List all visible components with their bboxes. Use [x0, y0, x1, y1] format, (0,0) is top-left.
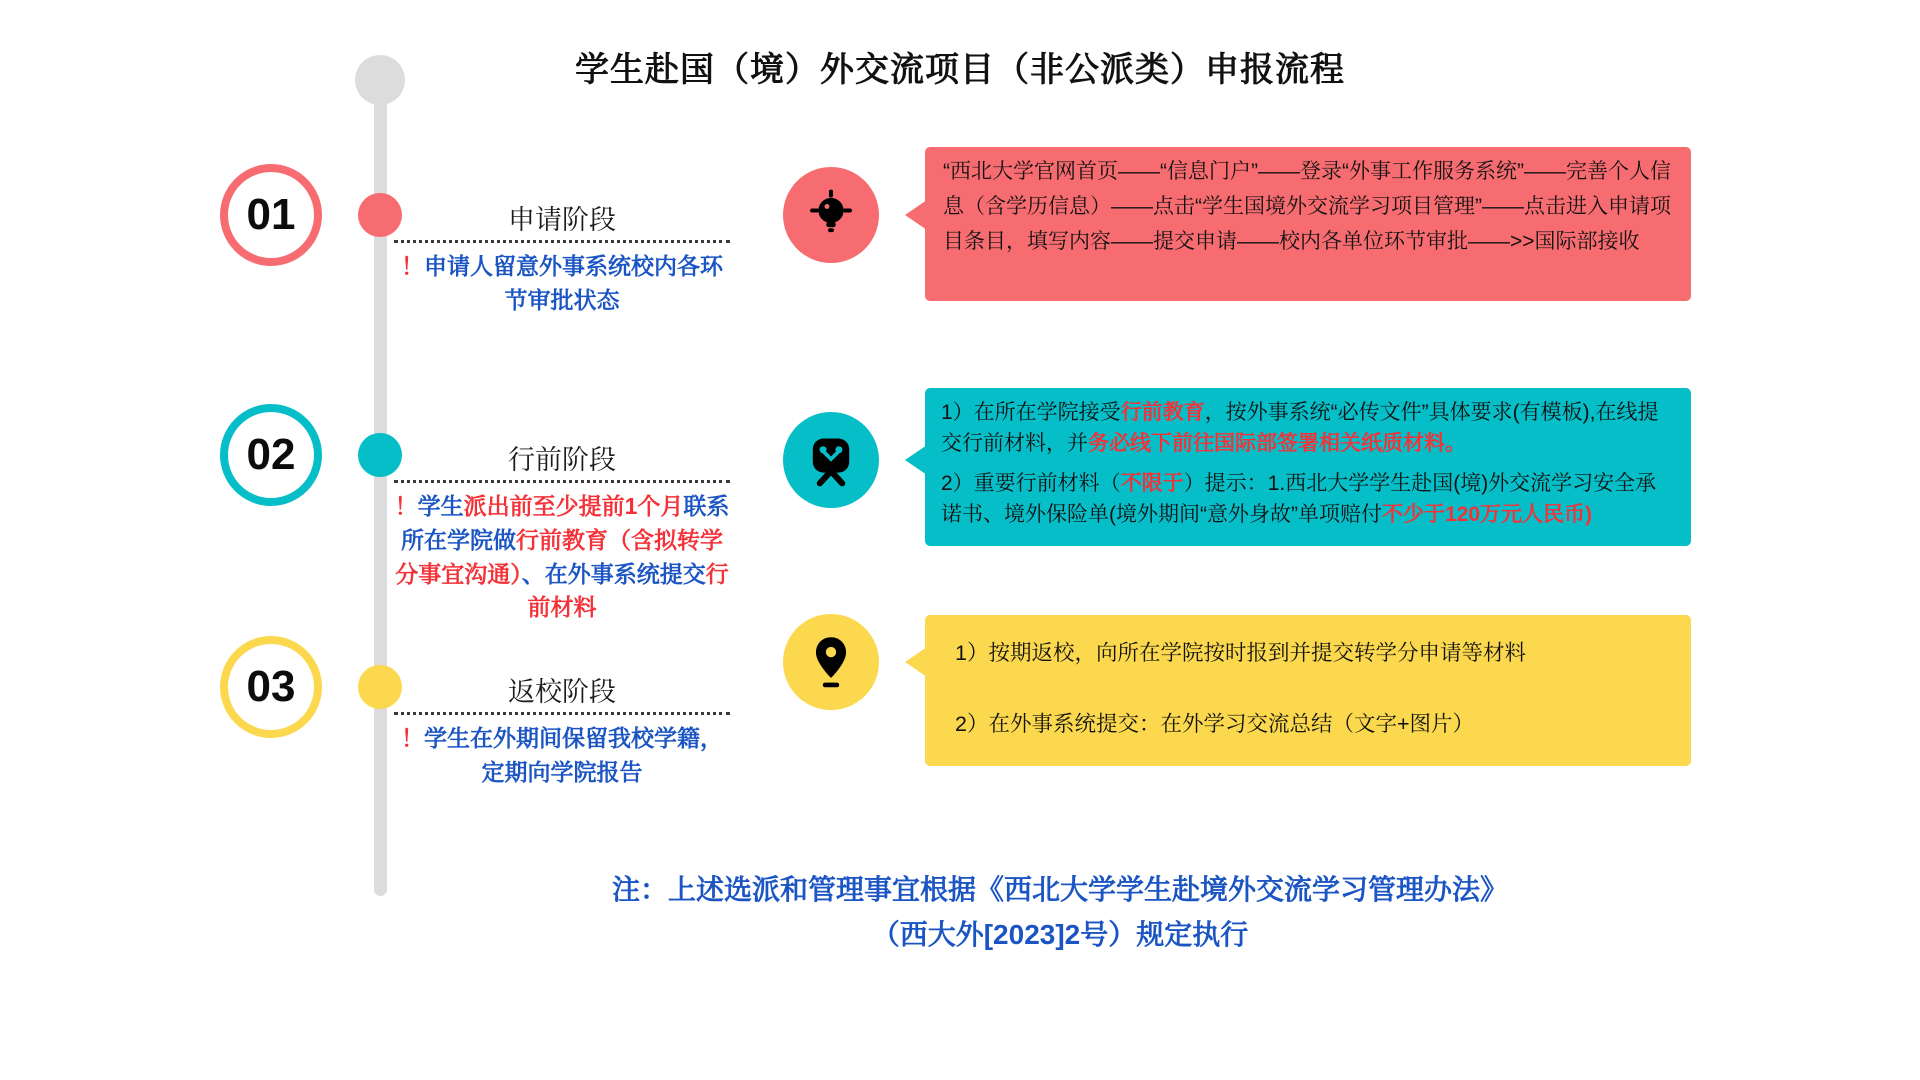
stage1-number-badge — [220, 164, 322, 266]
stage2-box-pointer — [905, 445, 927, 475]
stage1-icon-badge — [783, 167, 879, 263]
stage3-title: 返校阶段 — [508, 677, 616, 707]
route-map-icon — [803, 432, 859, 488]
stage1-detail-text: “西北大学官网首页——“信息门户”——登录“外事工作服务系统”——完善个人信息（含学历信息）——点击“学生国境外交流学习项目管理”——点击进入申请项目条目，填写内容——提交申请——校内各单位环节审批——>>国际部接收 — [943, 160, 1671, 253]
stage2-note: ！学生派出前至少提前1个月联系所在学院做行前教育（含拟转学分事宜沟通）、在外事系统提交行前材料 — [394, 493, 730, 621]
stage2-number: 02 — [246, 430, 296, 479]
lightbulb-icon — [804, 188, 858, 242]
stage3-number: 03 — [246, 662, 296, 711]
timeline-start-dot — [355, 55, 405, 105]
stage1-dotted-divider — [394, 240, 730, 243]
stage1-title: 申请阶段 — [508, 205, 616, 235]
location-pin-icon — [805, 634, 857, 690]
stage2-detail-text-2: 2）重要行前材料（不限于）提示：1.西北大学学生赴国(境)外交流学习安全承诺书、境外保险单(境外期间“意外身故”单项赔付不少于120万元人民币) — [941, 472, 1657, 526]
stage3-dotted-divider — [394, 712, 730, 715]
stage1-box-pointer — [905, 200, 927, 230]
stage3-icon-badge — [783, 614, 879, 710]
stage2-number-badge — [220, 404, 322, 506]
stage1-number: 01 — [246, 190, 296, 239]
stage1-detail-box — [925, 147, 1691, 301]
stage2-title: 行前阶段 — [508, 445, 616, 475]
page-title: 学生赴国（境）外交流项目（非公派类）申报流程 — [575, 51, 1345, 89]
footnote — [360, 868, 1760, 958]
stage3-detail-text-1: 1）按期返校，向所在学院按时报到并提交转学分申请等材料 — [955, 641, 1526, 665]
stage2-icon-badge — [783, 412, 879, 508]
stage2-detail-text-1: 1）在所在学院接受行前教育，按外事系统“必传文件”具体要求(有模板),在线提交行前材料，并务必线下前往国际部签署相关纸质材料。 — [941, 401, 1659, 455]
stage1-note: ！申请人留意外事系统校内各环节审批状态 — [401, 253, 723, 313]
stage3-detail-box — [925, 615, 1691, 766]
footnote-line1: 注：上述选派和管理事宜根据《西北大学学生赴境外交流学习管理办法》 — [611, 874, 1508, 905]
stage3-detail-text-2: 2）在外事系统提交：在外学习交流总结（文字+图片） — [955, 712, 1475, 736]
stage3-note: ！学生在外期间保留我校学籍，定期向学院报告 — [401, 725, 723, 785]
stage3-box-pointer — [905, 647, 927, 677]
footnote-line2: （西大外[2023]2号）规定执行 — [871, 918, 1249, 950]
stage2-dotted-divider — [394, 480, 730, 483]
stage3-number-badge — [220, 636, 322, 738]
stage2-detail-box — [925, 388, 1691, 546]
